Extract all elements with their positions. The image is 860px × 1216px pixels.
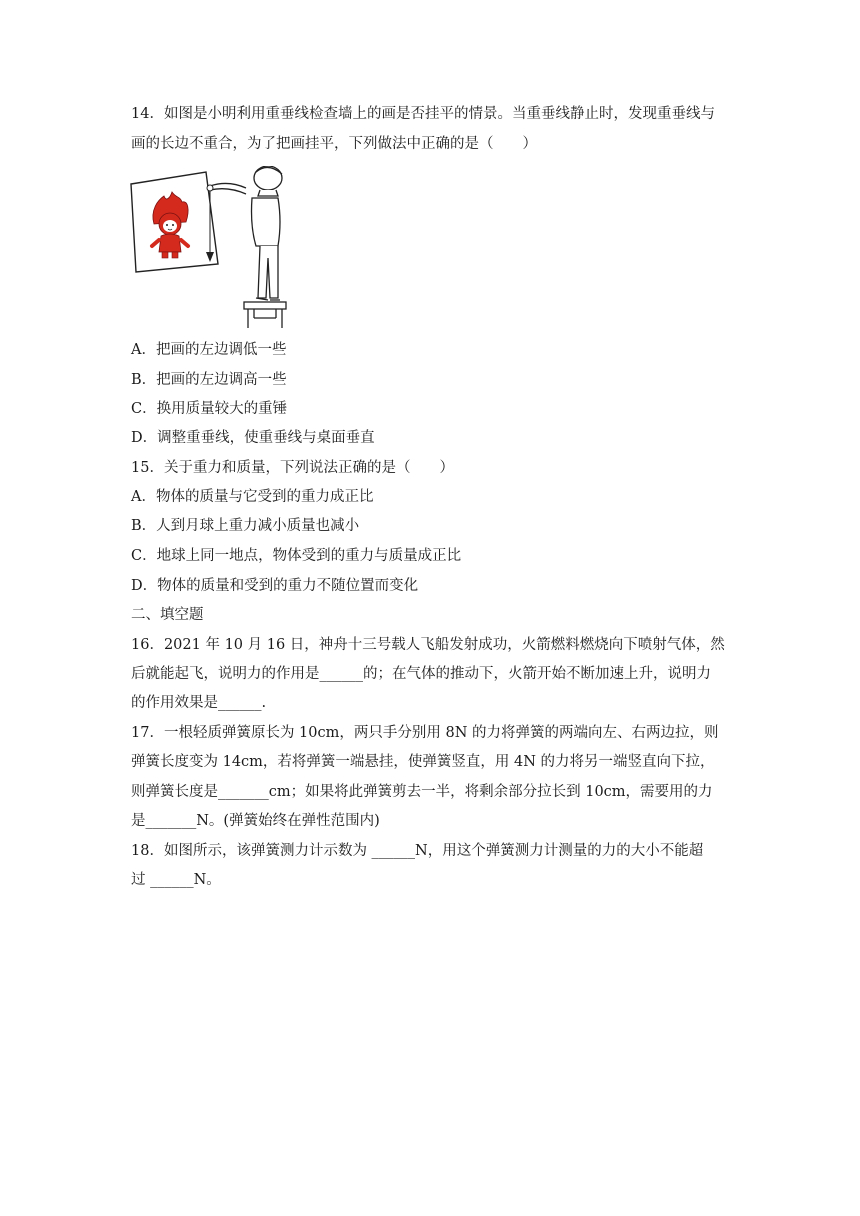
boy-icon [252,166,283,300]
q16-line-1: 16．2021 年 10 月 16 日，神舟十三号载人飞船发射成功，火箭燃料燃烧向下喷射气体，然 [131,637,725,653]
plumb-line-figure [128,166,298,330]
q15-option-b: B．人到月球上重力减小质量也减小 [131,518,360,534]
q16-line-2: 后就能起飞，说明力的作用是______的；在气体的推动下，火箭开始不断加速上升，说明力 [131,666,711,682]
q18-line-2: 过 ______N。 [131,872,221,888]
q14-option-d: D．调整重垂线，使重垂线与桌面垂直 [131,430,375,446]
q17-line-4: 是_______N。(弹簧始终在弹性范围内) [131,813,380,829]
q14-option-c: C．换用质量较大的重锤 [131,401,288,417]
q18-line-1: 18．如图所示，该弹簧测力计示数为 ______N，用这个弹簧测力计测量的力的大小不能超 [131,843,704,859]
q17-line-2: 弹簧长度变为 14cm，若将弹簧一端悬挂，使弹簧竖直，用 4N 的力将另一端竖直向下拉， [131,754,715,770]
q15-stem: 15．关于重力和质量，下列说法正确的是（ ） [131,460,454,476]
q17-line-3: 则弹簧长度是_______cm；如果将此弹簧剪去一半，将剩余部分拉长到 10cm，需要用的力 [131,784,713,800]
q15-option-a: A．物体的质量与它受到的重力成正比 [131,489,374,505]
section-heading-fill-in: 二、填空题 [131,607,204,623]
q15-option-c: C．地球上同一地点，物体受到的重力与质量成正比 [131,548,462,564]
q17-line-1: 17．一根轻质弹簧原长为 10cm，两只手分别用 8N 的力将弹簧的两端向左、右两边拉，则 [131,725,719,741]
q14-stem-line-2: 画的长边不重合，为了把画挂平，下列做法中正确的是（ ） [131,136,537,152]
q16-line-3: 的作用效果是______. [131,695,267,711]
q14-option-b: B．把画的左边调高一些 [131,372,287,388]
stool-icon [244,302,286,328]
q14-option-a: A．把画的左边调低一些 [131,342,287,358]
q14-stem-line-1: 14．如图是小明利用重垂线检查墙上的画是否挂平的情景。当重垂线静止时，发现重垂线与 [131,106,715,122]
q15-option-d: D．物体的质量和受到的重力不随位置而变化 [131,578,419,594]
